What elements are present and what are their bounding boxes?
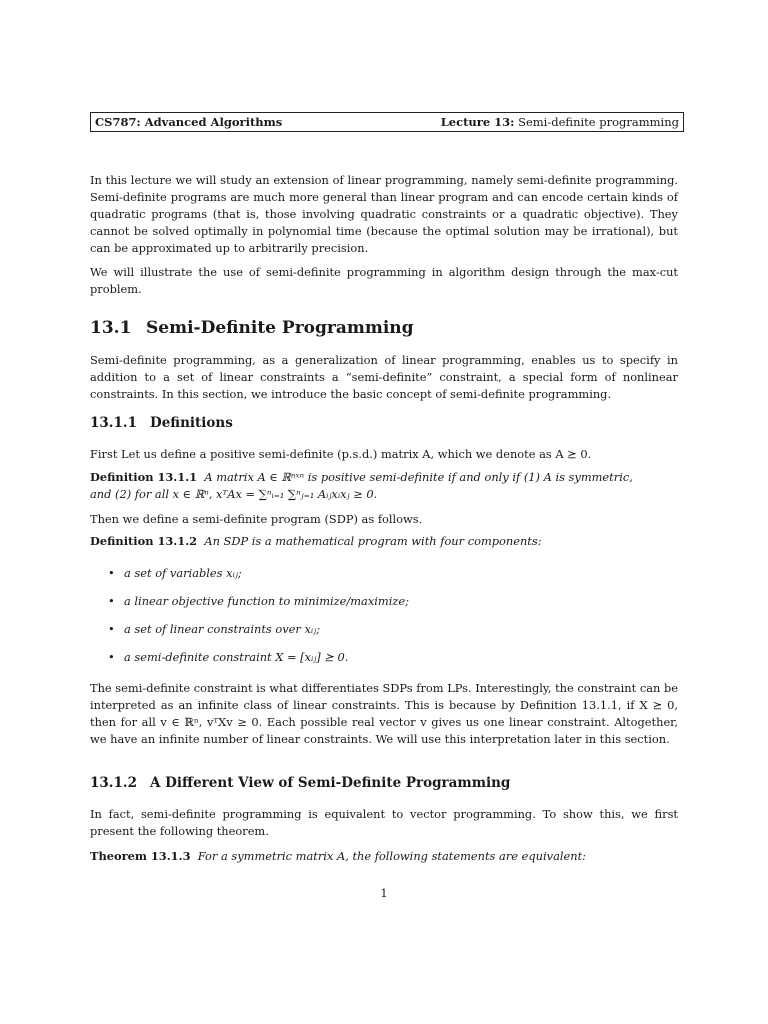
vector-programming-paragraph: In fact, semi-definite programming is equivalent to vector programming. To show this, we first present the following theorem. — [90, 807, 678, 838]
list-item: • a set of variables xᵢⱼ; — [108, 566, 242, 580]
list-item: • a set of linear constraints over xᵢⱼ; — [108, 622, 321, 636]
subsection-number: 13.1.1 — [90, 415, 137, 431]
sdp-components-list — [90, 565, 678, 677]
section-13-1-body: Semi-definite programming, as a generalization of linear programming, enables us to specify in addition to a set of linear constraints a “semi-definite” constraint, a special form of nonlinear constraints. In this section, we introduce the basic concept of semi-definite programming. — [90, 353, 678, 401]
theorem-13-1-3 — [90, 848, 678, 865]
theorem-text: For a symmetric matrix A, the following statements are equivalent: — [197, 849, 586, 863]
list-item: • a linear objective function to minimize/maximize; — [108, 594, 409, 608]
list-item: • a semi-definite constraint X = [xᵢⱼ] ⪰ 0. — [108, 650, 349, 664]
psd-lead-paragraph: First Let us define a positive semi-definite (p.s.d.) matrix A, which we denote as A ⪰ 0. — [90, 447, 592, 461]
definition-text-line-2: and (2) for all x ∈ ℝⁿ, xᵀAx = ∑ⁿᵢ₌₁ ∑ⁿⱼ₌₁ Aᵢⱼxᵢxⱼ ≥ 0. — [90, 487, 378, 501]
definition-label: Definition 13.1.1 — [90, 470, 198, 484]
bullet-icon: • — [108, 566, 115, 580]
theorem-label: Theorem 13.1.3 — [90, 849, 191, 863]
bullet-icon: • — [108, 622, 115, 636]
sdp-intro-line: Then we define a semi-definite program (SDP) as follows. — [90, 512, 423, 526]
course-title: CS787: Advanced Algorithms — [95, 115, 283, 129]
definition-13-1-2 — [90, 533, 678, 550]
sdp-constraint-paragraph: The semi-definite constraint is what differentiates SDPs from LPs. Interestingly, the constraint can be interpreted as an infinite class of linear constraints. This is because by Definition 13.1.1, if X ⪰ 0, then for all v ∈ ℝⁿ, vᵀXv ≥ 0. Each possible real vector v gives us one linear constraint. Altogether, we have an infinite number of linear constraints. We will use this interpretation later in this section. — [90, 681, 678, 746]
definition-label: Definition 13.1.2 — [90, 534, 198, 548]
subsection-number: 13.1.2 — [90, 775, 137, 791]
subsection-heading-13-1-1 — [90, 415, 233, 431]
section-heading-13-1 — [90, 318, 414, 338]
lecture-label: Lecture 13: — [440, 115, 515, 129]
subsection-title: A Different View of Semi-Definite Programming — [150, 775, 511, 791]
subsection-heading-13-1-2 — [90, 775, 510, 791]
subsection-title: Definitions — [150, 415, 233, 431]
section-number: 13.1 — [90, 318, 132, 338]
definition-text-line-1: A matrix A ∈ ℝⁿˣⁿ is positive semi-definite if and only if (1) A is symmetric, — [204, 470, 633, 484]
running-header — [90, 112, 684, 132]
page-number: 1 — [380, 886, 388, 900]
section-title: Semi-Definite Programming — [146, 318, 414, 338]
definition-text: An SDP is a mathematical program with four components: — [204, 534, 542, 548]
lecture-title — [441, 115, 679, 129]
intro-paragraph-1: In this lecture we will study an extension of linear programming, namely semi-definite programming. Semi-definite programs are much more general than linear program and can encode certain kinds of quadratic programs (that is, those involving quadratic constraints or a quadratic objective). They cannot be solved optimally in polynomial time (because the optimal solution may be irrational), but can be approximated up to arbitrarily precision. — [90, 173, 678, 255]
bullet-icon: • — [108, 650, 115, 664]
intro-paragraph-2: We will illustrate the use of semi-definite programming in algorithm design through the max-cut problem. — [90, 265, 678, 296]
lecture-topic: Semi-definite programming — [518, 115, 679, 129]
definition-13-1-1 — [90, 469, 678, 503]
bullet-icon: • — [108, 594, 115, 608]
